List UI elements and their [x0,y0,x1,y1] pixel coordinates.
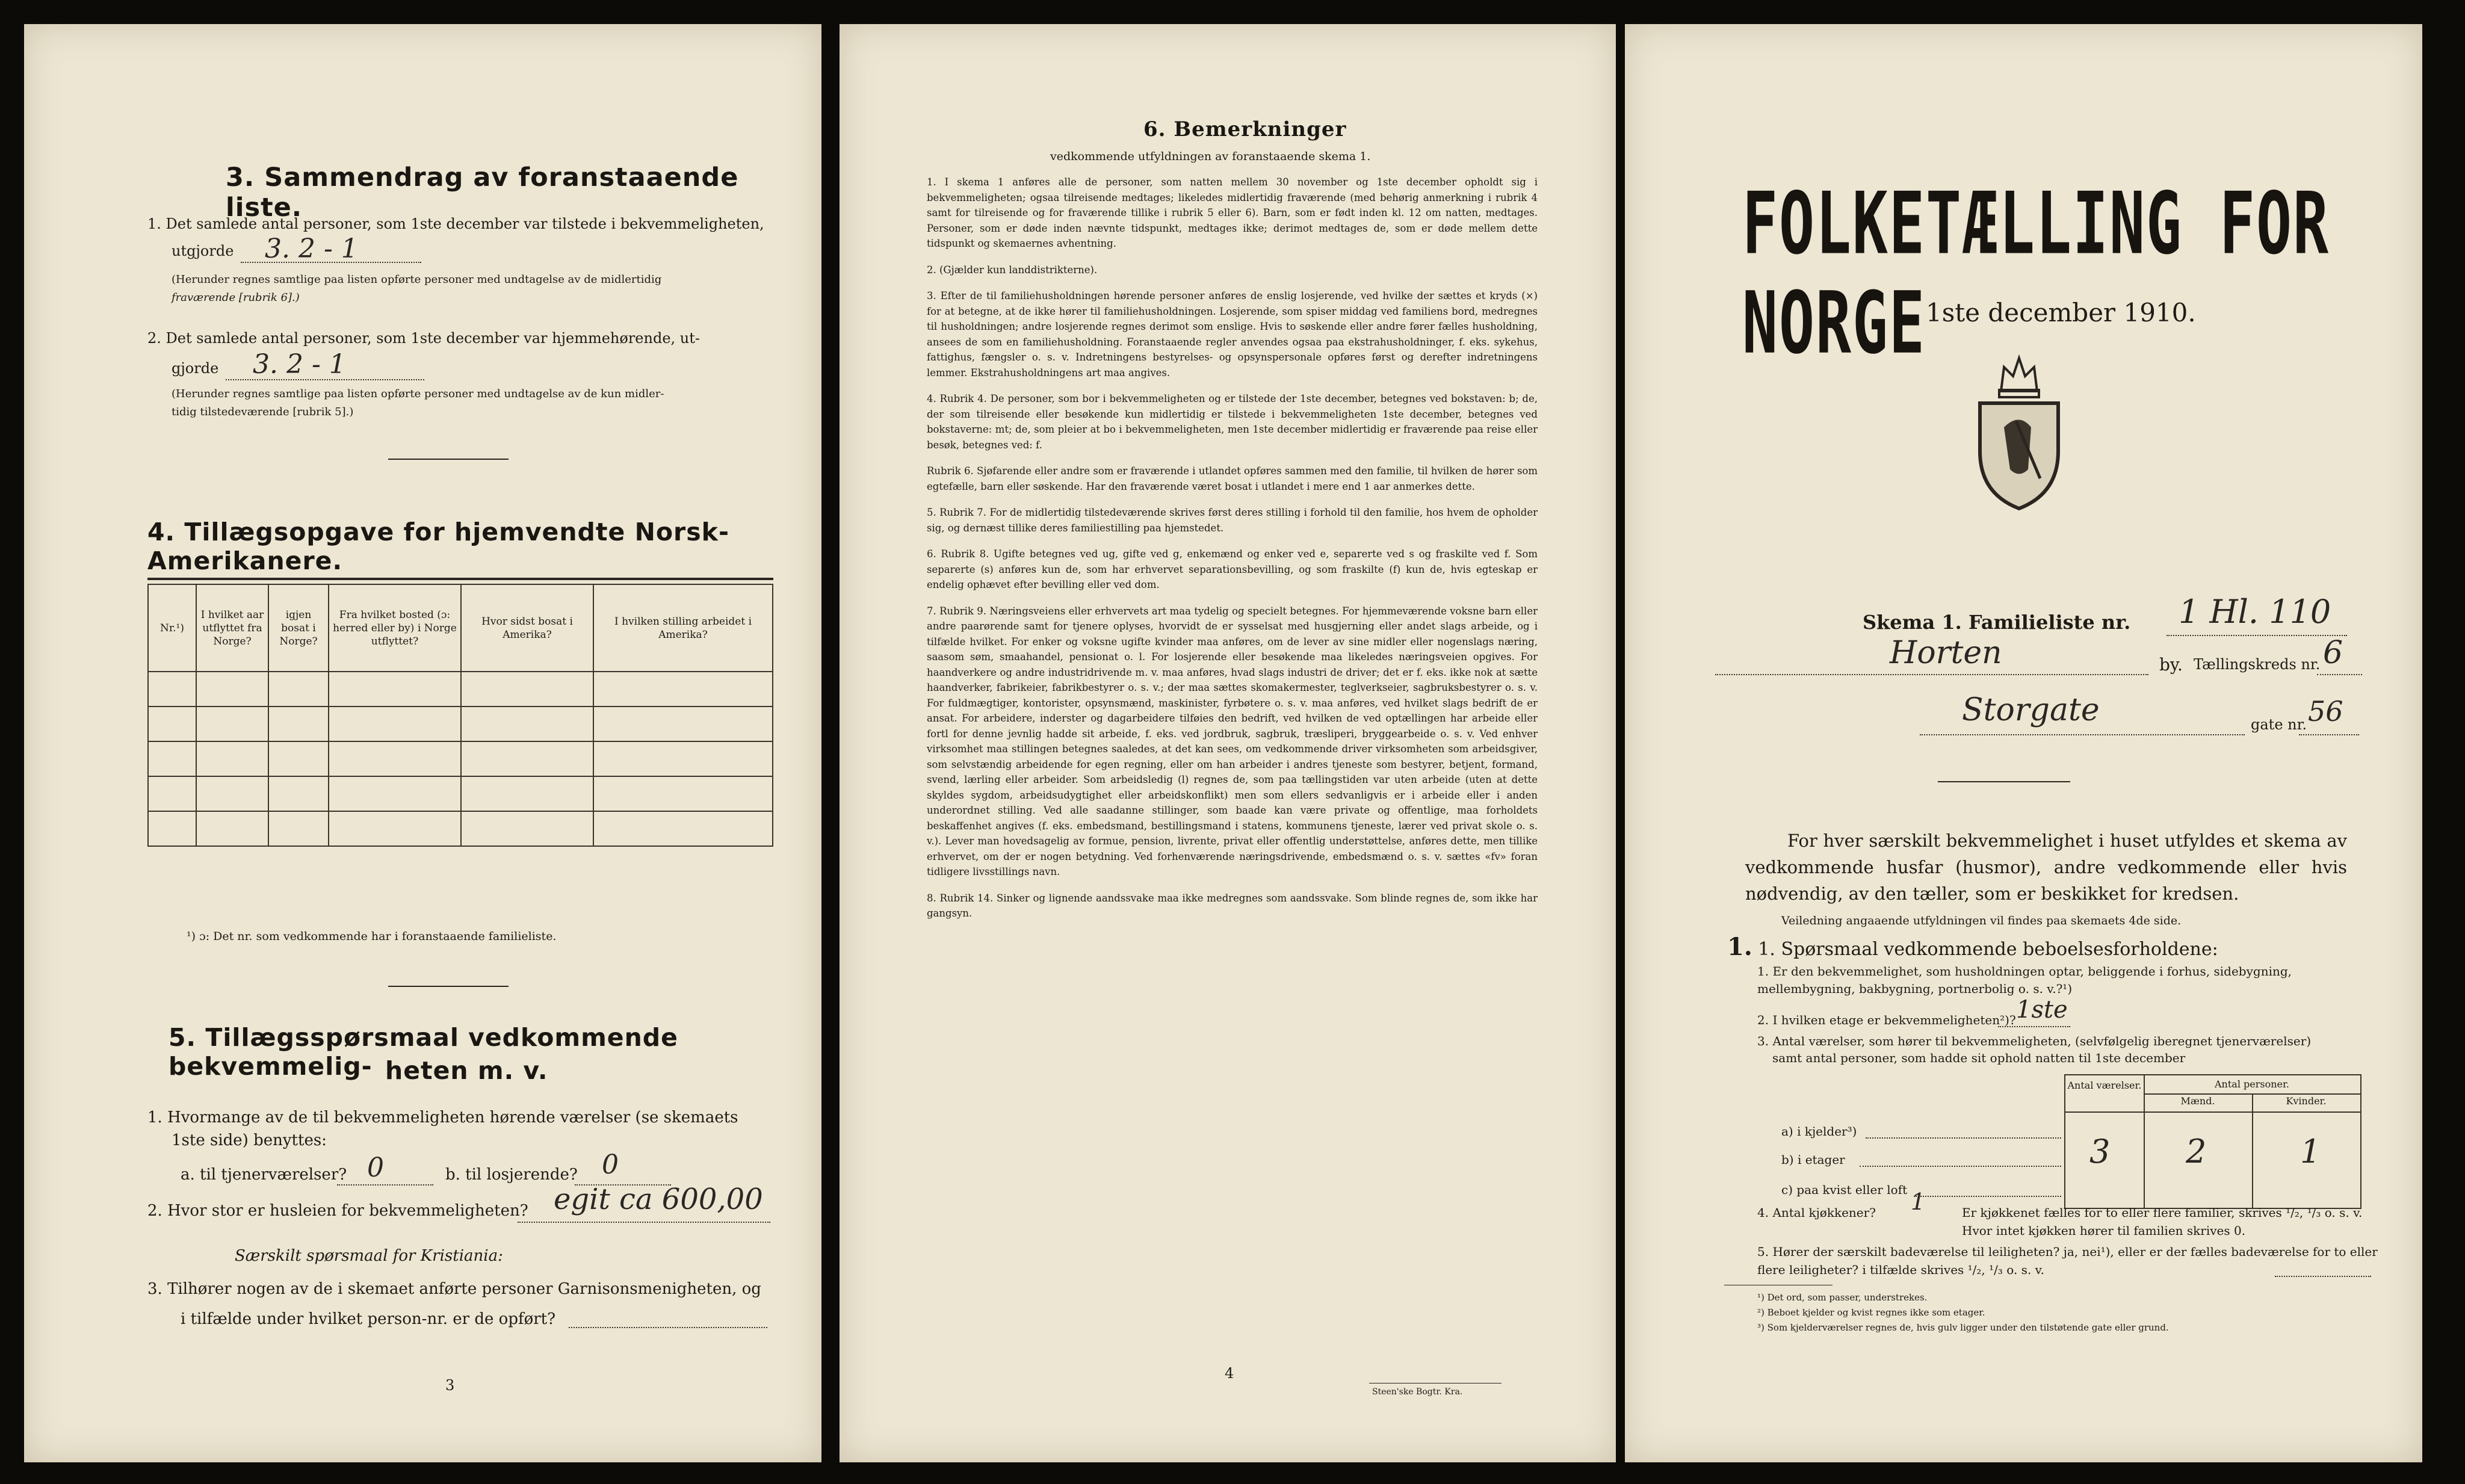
page-number: 4 [1225,1365,1234,1382]
section-3-title: 3. Sammendrag av foranstaaende liste. [226,162,739,223]
remark-3: 3. Efter de til familiehusholdningen hørende personer anføres de enslig losjerende, ved hvilke der sættes et kryds (×) for at betegne, at de ikke hører til familiehusholdningen. Losjerende, som spiser middag ved familiens bord, medregnes til husholdningen; andre losjerende regnes derimot som enslige. Hvis to søskende eller andre fører fælles husholdning, ansees de som en familiehusholdning. Foranstaaende regler anvendes ogsaa paa ekstrahusholdninger, f. eks. sykehus, fattighus, fængsler o. s. v. Indretningens bestyrelses- og opsynspersonale opføres først og derefter indretningens lemmer. Ekstrahusholdningens art maa angives. [927,290,1538,379]
remark-6: 6. Rubrik 8. Ugifte betegnes ved ug, gifte ved g, enkemænd og enker ved e, separerte ved s og fraskilte ved f. Som separerte (s) anføres kun de, som har erhvervet separationsbevilling, og som fraskilte (f) kun de, hvis egteskap er endelig ophævet efter bevilling eller ved dom. [927,548,1538,590]
remark-4: 4. Rubrik 4. De personer, som bor i bekvemmeligheten og er tilstede der 1ste december, betegnes ved bokstaven: b; de, der som tilreisende eller besøkende kun midlertidig er tilstede i bekvemmeligheten 1ste december, betegnes ved bokstaverne: mt; de, som pleier at bo i bekvemmeligheten, men 1ste december midlertidig er fraværende paa reise eller besøk, betegnes ved: f. [927,393,1538,451]
q1-answer: 3. 2 - 1 [265,233,358,264]
q1-utgjorde-label: utgjorde [172,243,234,259]
s5-q3-line2: i tilfælde under hvilket person-nr. er de opført? [181,1310,556,1328]
col-nr: Nr.¹) [148,584,196,672]
remarks-subtitle: vedkommende utfyldningen av foranstaaende skema 1. [1050,150,1371,163]
q4-note: Er kjøkkenet fælles for to eller flere familier, skrives ¹/₂, ¹/₃ o. s. v. Hvor intet kjøkken hører til familien skrives 0. [1962,1205,2363,1238]
q5-text: 5. Hører der særskilt badeværelse til leiligheten? ja, nei¹), eller er der fælles badeværelse for to eller flere leiligheter? i tilfælde skrives ¹/₂, ¹/₃ o. s. v. [1757,1244,2378,1277]
intro-note: Veiledning angaaende utfyldningen vil findes paa skemaets 4de side. [1781,914,2182,927]
row-kjelder: a) i kjelder³) [1781,1124,1857,1139]
census-title: FOLKETÆLLING FOR NORGE [1742,175,2330,374]
col-maend: Mænd. [2180,1095,2215,1107]
remarks-title: 6. Bemerkninger [1143,117,1347,141]
section-4-title: 4. Tillægsopgave for hjemvendte Norsk-Amerikanere. [147,518,729,575]
divider [388,986,509,987]
q2-gjorde-label: gjorde [172,360,219,377]
footnote-1: ¹) Det ord, som passer, understrekes. [1757,1292,1928,1303]
q2-value: 1ste [2016,996,2068,1024]
s5-q1-line1: 1. Hvormange av de til bekvemmeligheten hørende værelser (se skemaets [147,1108,738,1127]
familieliste-number: 1 Hl. 110 [2179,593,2331,631]
krets-label: Tællingskreds nr. [2194,656,2321,673]
divider [1938,781,2070,782]
footnote-3: ³) Som kjelderværelser regnes de, hvis gulv ligger under den tilstøtende gate eller grund. [1757,1322,2169,1333]
s5-q1a-label: a. til tjenerværelser? [181,1166,347,1184]
s5-kristiania-heading: Særskilt spørsmaal for Kristiania: [235,1247,503,1265]
col-personer: Antal personer. [2215,1078,2289,1090]
q3-line1: 3. Antal værelser, som hører til bekvemmeligheten, (selvfølgelig iberegnet tjenerværelser) [1757,1034,2312,1048]
s5-q1-line2: 1ste side) benyttes: [172,1131,327,1149]
remark-2: 2. (Gjælder kun landdistrikterne). [927,264,1098,276]
coat-of-arms-icon [1968,349,2070,518]
footnote-2: ²) Beboet kjelder og kvist regnes ikke som etager. [1757,1307,1985,1318]
section-5-title-line1: 5. Tillægsspørsmaal vedkommende bekvemmelig- [169,1023,678,1081]
col-kvinder: Kvinder. [2286,1095,2327,1107]
krets-value: 6 [2323,635,2343,671]
q1-text: 1. Det samlede antal personer, som 1ste december var tilstede i bekvemmeligheten, [147,215,764,232]
section-1-heading: 1. 1. Spørsmaal vedkommende beboelsesforholdene: [1727,933,2218,961]
remark-4-rubrik-6: Rubrik 6. Sjøfarende eller andre som er fraværende i utlandet opføres sammen med den familie, til hvilken de hører som egtefælle, barn eller søskende. Har den fraværende været bosat i utlandet i mere end 1 aar anmerkes dette. [927,465,1538,492]
q3-line2: samt antal personer, som hadde sit ophold natten til 1ste december [1772,1051,2186,1065]
s5-q3-line1: 3. Tilhører nogen av de i skemaet anførte personer Garnisonsmenigheten, og [147,1280,761,1298]
q2-answer: 3. 2 - 1 [253,349,346,380]
page-3 [24,24,821,1462]
q2-note-line1: (Herunder regnes samtlige paa listen opførte personer med undtagelse av de kun midler- [172,388,664,400]
section-5-title-line2: heten m. v. [385,1056,548,1085]
page-number: 3 [445,1377,455,1394]
s5-q1a-value: 0 [367,1152,384,1183]
col-igjen-bosat: igjen bosat i Norge? [268,584,329,672]
col-amerika-bosted: Hvor sidst bosat i Amerika? [461,584,593,672]
gate-label: gate nr. [2251,716,2307,733]
remark-1: 1. I skema 1 anføres alle de personer, som natten mellem 30 november og 1ste december opholdt sig i bekvemmeligheten; ogsaa tilreisende medtages; likeledes midlertidig fraværende (med behørig anmerkning i rubrik 4 samt for tilreisende og for fraværende tillike i rubrik 5 eller 6). Barn, som er født inden kl. 12 om natten, medtages. Personer, som er døde inden nævnte tidspunkt, medtages ikke; derimot medtages de, som er døde mellem dette tidspunkt og skemaernes avhentning. [927,176,1538,249]
s5-q2-value: egit ca 600,00 [554,1183,763,1216]
s5-q1b-label: b. til losjerende? [445,1166,578,1184]
by-value: Horten [1890,635,2002,671]
skema-label: Skema 1. Familieliste nr. [1863,611,2131,634]
q1-note-line1: (Herunder regnes samtlige paa listen opførte personer med undtagelse av de midlertidig [172,273,662,286]
q2-text: 2. Det samlede antal personer, som 1ste december var hjemmehørende, ut- [147,330,700,347]
s5-q2-label: 2. Hvor stor er husleien for bekvemmeligheten? [147,1202,528,1220]
intro-text: For hver særskilt bekvemmelighet i huset utfyldes et skema av vedkommende husfar (husmor), andre vedkommende eller hvis nødvendig, av den tæller, som er beskikket for kredsen. [1745,830,2347,904]
q1-note-line2: fraværende [rubrik 6].) [172,291,300,304]
remark-8: 8. Rubrik 14. Sinker og lignende aandssvake maa ikke medregnes som aandssvake. Som blinde regnes de, som ikke har gangsyn. [927,892,1538,919]
table-footnote: ¹) ɔ: Det nr. som vedkommende har i foranstaaende familieliste. [187,930,557,943]
page-4 [840,24,1616,1462]
row-kvist: c) paa kvist eller loft [1781,1183,1908,1197]
census-date: 1ste december 1910. [1926,298,2196,327]
page-1 [1625,24,2422,1462]
rooms-etager: 3 [2089,1133,2111,1170]
men-etager: 2 [2186,1133,2207,1170]
by-label: by. [2159,655,2183,675]
norsk-amerikaner-table [147,584,773,847]
col-stilling: I hvilken stilling arbeidet i Amerika? [593,584,773,672]
q4-value: 1 [1911,1189,1926,1215]
remark-7: 7. Rubrik 9. Næringsveiens eller erhvervets art maa tydelig og specielt betegnes. For hjemmeværende voksne barn eller andre paarørende samt for tjenere oplyses, hvorvidt de er sysselsat med husgjerning eller andet slags arbeide, og i tilfælde hvilket. For enker og voksne ugifte kvinder maa anføres, om de lever av sine midler eller nogenslags næring, saasom søm, smaahandel, pensionat o. l. For losjerende eller besøkende maa likeledes næringsveien opgives. For haandverkere og andre industridrivende m. v. maa anføres, hvad slags industri de driver; det er f. eks. ikke nok at sætte haandverker, fabrikeier, fabrikbestyrer o. s. v.; der maa sættes skomakermester, teglverkseier, sagbruksbestyrer o. s. v. For fuldmægtiger, kontorister, opsynsmænd, maskinister, fyrbøtere o. s. v. maa anføres, ved hvilket slags bedrift de er ansat. For arbeidere, inderster og dagarbeidere tilføies den bedrift, ved hvilken de ved optællingen har arbeide eller fortl for denne jevnlig hadde sit arbeide, f. eks. ved jordbruk, sagbruk, træsliperi, bryggearbeide o. s. v. Ved enhver virksomhet maa stillingen betegnes saaledes, at det kan sees, om vedkommende driver virksomheten som arbeidsgiver, som selvstændig arbeidende for egen regning, eller om han arbeider i andres tjeneste som bestyrer, betjent, formand, svend, lærling eller arbeider. Som arbeidsledig (l) regnes de, som paa tællingstiden var uten arbeide (uten at dette skyldes sygdom, arbeidsudygtighet eller arbeidskonflikt) men som ellers sedvanligvis er i arbeide eller i anden underordnet stilling. Ved alle saadanne stillinger, som baade kan være private og offentlige, maa forholdets beskaffenhet angives (f. eks. embedsmand, bestillingsmand i statens, kommunens tjeneste, lærer ved privat skole o. s. v.). Lever man hovedsagelig av formue, pension, livrente, privat eller offentlig understøttelse, anføres dette, men tillike erhvervet, om der er nogen betydning. Ved forhenværende næringsdrivende, embedsmænd o. s. v. sættes «fv» foran tidligere livsstillings navn. [927,605,1538,877]
col-bosted: Fra hvilket bosted (ɔ: herred eller by) i Norge utflyttet? [329,584,461,672]
q2-label: 2. I hvilken etage er bekvemmeligheten²)? [1757,1013,2016,1027]
col-vaerelser: Antal værelser. [2067,1080,2142,1091]
remarks-body [927,175,1538,932]
women-etager: 1 [2300,1133,2321,1170]
gate-number: 56 [2308,695,2343,728]
q2-note-line2: tidig tilstedeværende [rubrik 5].) [172,406,354,418]
s5-q1b-value: 0 [602,1149,619,1180]
divider [388,459,509,460]
rooms-persons-grid [2064,1074,2361,1209]
printer-mark: Steen'ske Bogtr. Kra. [1372,1387,1463,1397]
q4-label: 4. Antal kjøkkener? [1757,1205,1876,1220]
gate-value: Storgate [1962,692,2100,728]
remark-5: 5. Rubrik 7. For de midlertidig tilstedeværende skrives først deres stilling i forhold til den familie, hos hvem de opholder sig, og dernæst tillike deres familiestilling paa hjemstedet. [927,507,1538,534]
row-etager: b) i etager [1781,1152,1845,1167]
col-utflyttet: I hvilket aar utflyttet fra Norge? [196,584,268,672]
q1-text: 1. Er den bekvemmelighet, som husholdningen optar, beliggende i forhus, sidebygning, mellembygning, bakbygning, portnerbolig o. s. v.?¹) [1757,964,2292,996]
